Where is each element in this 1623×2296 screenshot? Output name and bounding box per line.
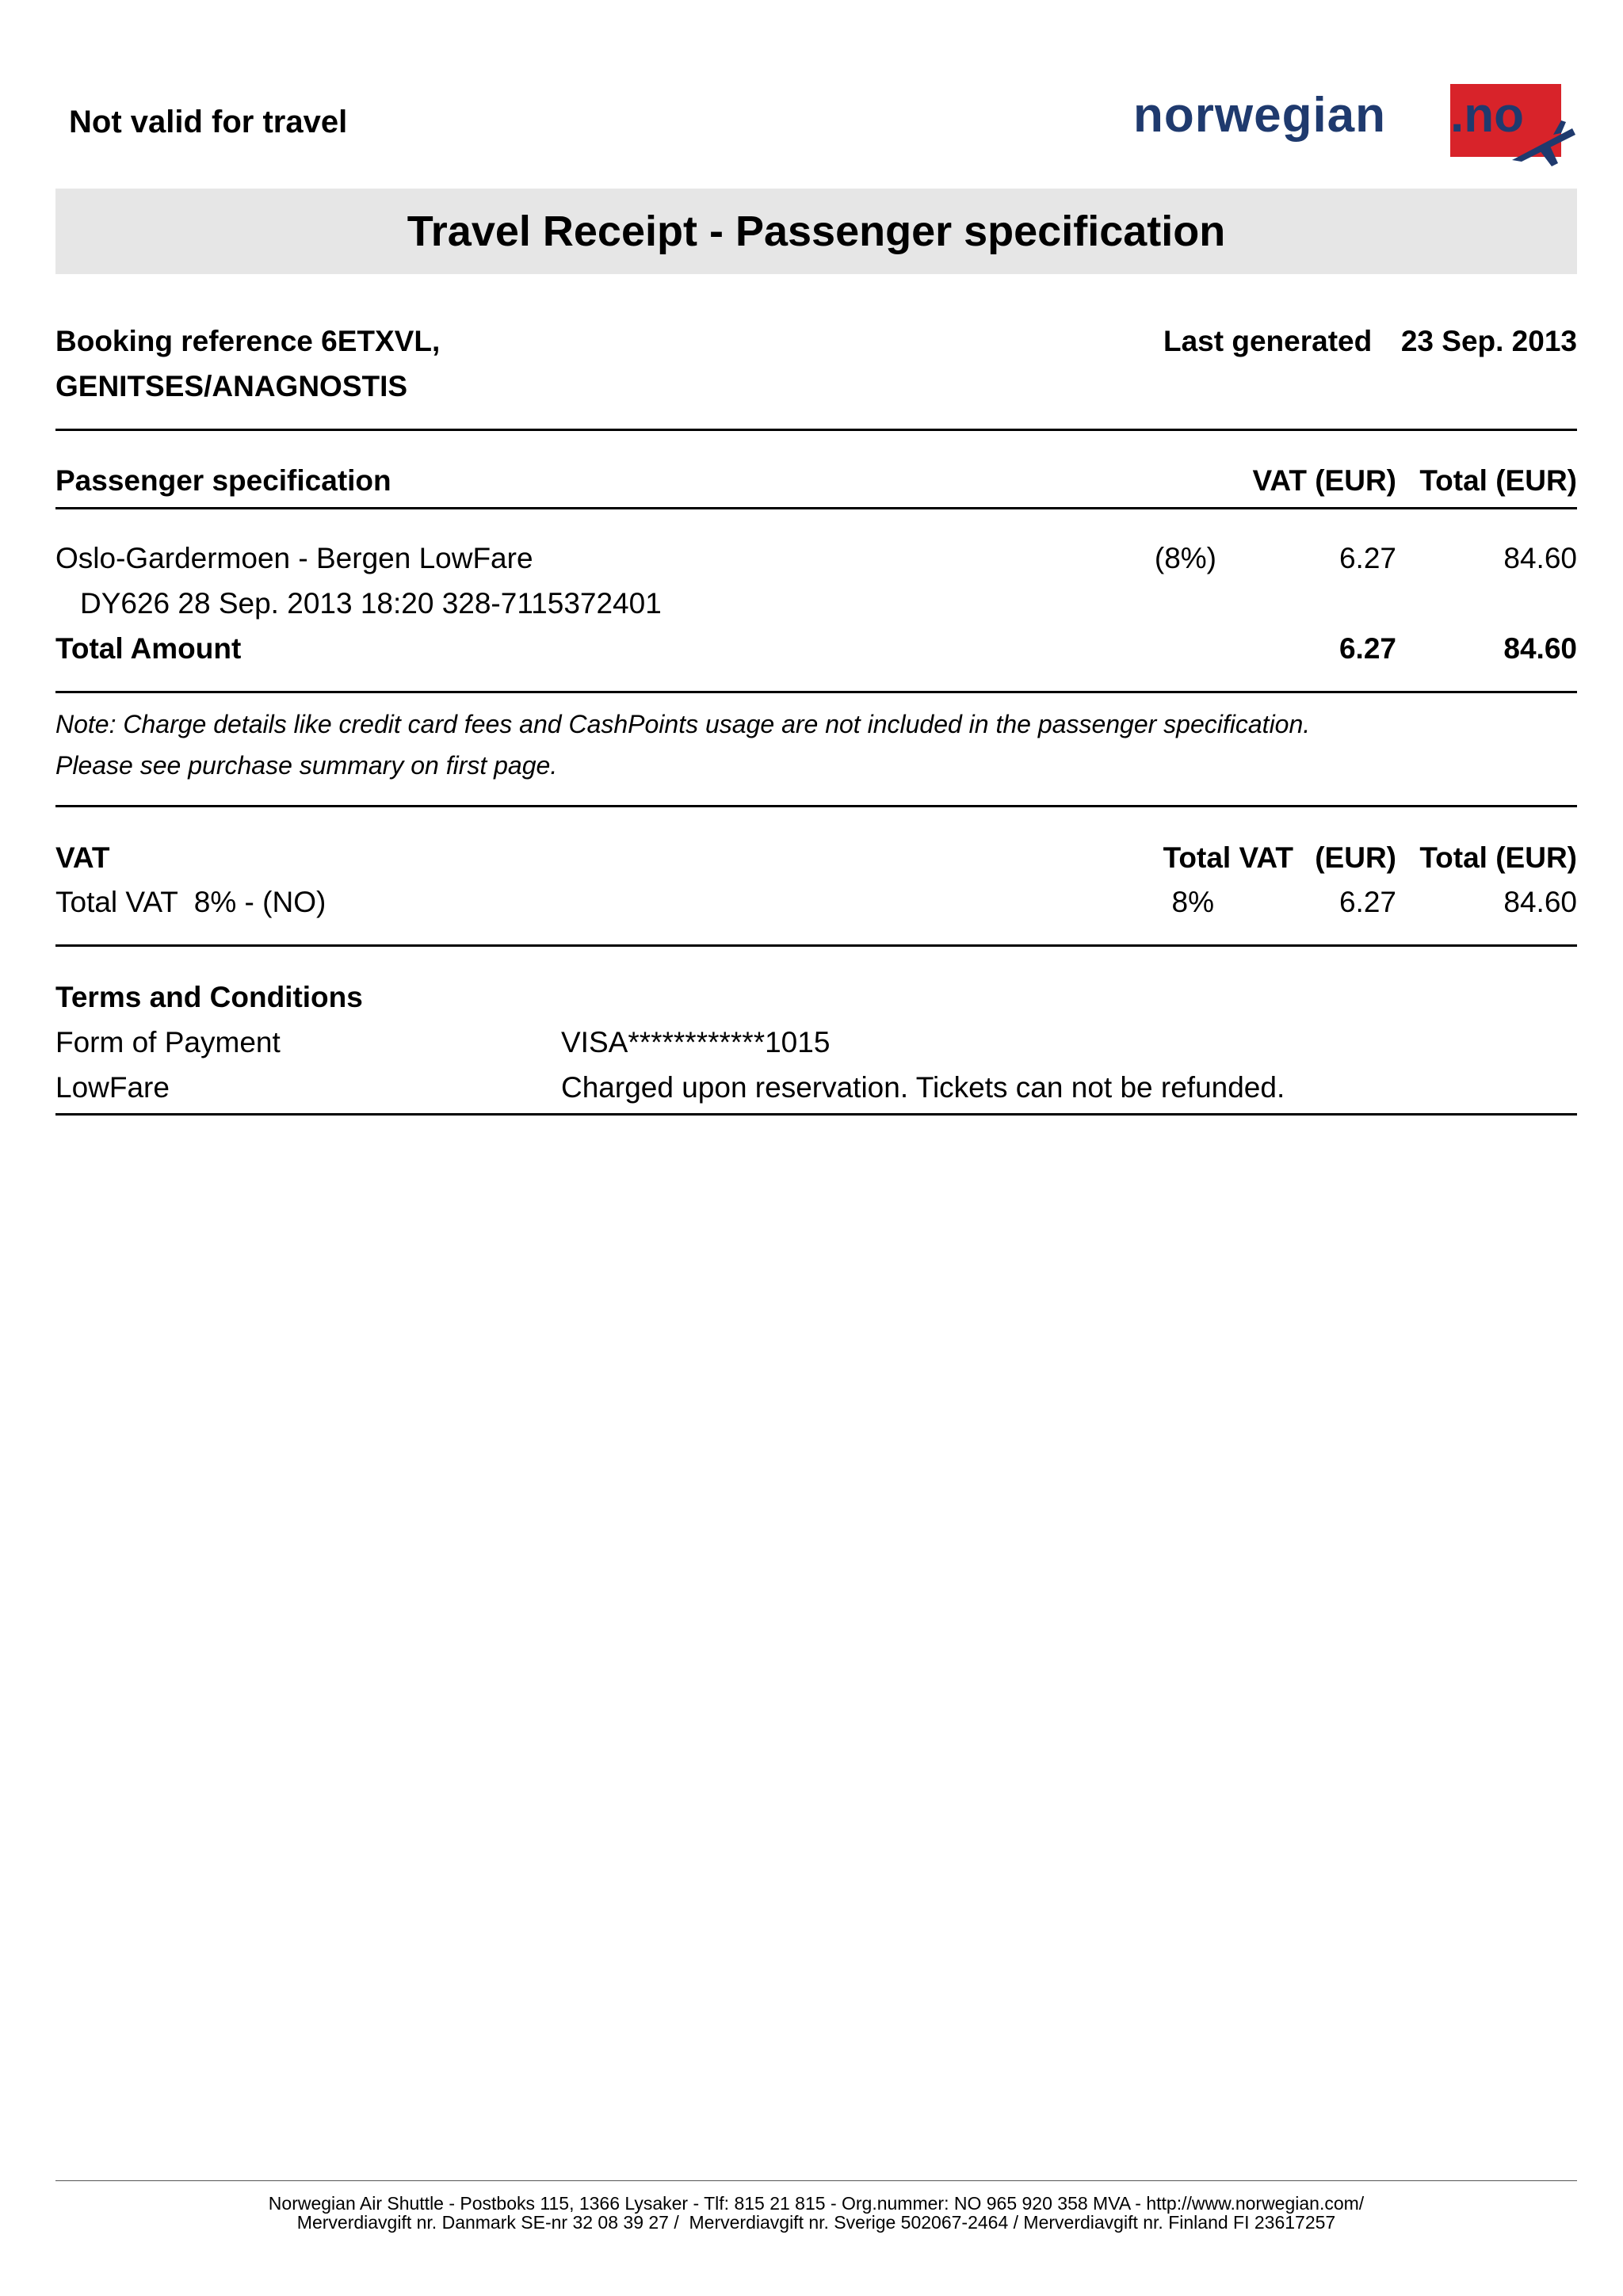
total-amount-label: Total Amount [55, 632, 242, 665]
route-name: Oslo-Gardermoen - Bergen LowFare [55, 542, 533, 574]
form-of-payment-value: VISA************1015 [561, 1026, 831, 1058]
lowfare-label: LowFare [55, 1071, 170, 1104]
note-line-1: Note: Charge details like credit card fees and CashPoints usage are not included in the passenger specification. [55, 710, 1311, 738]
divider [55, 429, 1577, 431]
vat-column-header: VAT (EUR) [1252, 464, 1396, 497]
norwegian-logo [1133, 78, 1579, 174]
divider [55, 507, 1577, 509]
footer-divider [55, 2180, 1577, 2181]
lowfare-conditions: Charged upon reservation. Tickets can not be refunded. [561, 1071, 1285, 1104]
flight-details: DY626 28 Sep. 2013 18:20 328-7115372401 [80, 587, 662, 620]
divider [55, 691, 1577, 693]
vat-rate: (8%) [1154, 542, 1216, 574]
title-bar [55, 189, 1577, 274]
passenger-name: GENITSES/ANAGNOSTIS [55, 370, 408, 402]
note-line-2: Please see purchase summary on first page. [55, 751, 558, 780]
last-generated-label: Last generated [1163, 325, 1373, 357]
last-generated-date: 23 Sep. 2013 [1400, 325, 1577, 357]
vat-total-column-header: Total (EUR) [1419, 841, 1577, 874]
passenger-spec-heading: Passenger specification [55, 464, 391, 497]
line-vat: 6.27 [1338, 542, 1396, 574]
logo-wordmark: norwegian [1133, 88, 1387, 143]
terms-heading: Terms and Conditions [55, 981, 363, 1013]
eur-column-header: (EUR) [1315, 841, 1396, 874]
divider [55, 805, 1577, 807]
footer-line-1: Norwegian Air Shuttle - Postboks 115, 1366 Lysaker - Tlf: 815 21 815 - Org.nummer: NO 965 920 358 MVA - http://www.norwegian.com/ [268, 2193, 1365, 2214]
vat-row-rate: 8% [1171, 886, 1214, 918]
page-title: Travel Receipt - Passenger specification [407, 208, 1226, 255]
divider [55, 1113, 1577, 1116]
total-vat-value: 6.27 [1338, 632, 1396, 665]
booking-reference: Booking reference 6ETXVL, [55, 325, 441, 357]
vat-row-vat: 6.27 [1338, 886, 1396, 918]
total-vat-column-header: Total VAT [1163, 841, 1293, 874]
vat-heading: VAT [55, 841, 110, 874]
form-of-payment-label: Form of Payment [55, 1026, 281, 1058]
vat-row-label: Total VAT 8% - (NO) [55, 886, 327, 918]
total-amount-value: 84.60 [1503, 632, 1577, 665]
line-total: 84.60 [1503, 542, 1577, 574]
footer-line-2: Merverdiavgift nr. Danmark SE-nr 32 08 39 27 / Merverdiavgift nr. Sverige 502067-2464 / Merverdiavgift nr. Finland FI 23617257 [296, 2212, 1336, 2233]
total-column-header: Total (EUR) [1419, 464, 1577, 497]
not-valid-label: Not valid for travel [69, 105, 348, 139]
logo-tld: .no [1450, 88, 1524, 143]
vat-row-total: 84.60 [1503, 886, 1577, 918]
divider [55, 944, 1577, 947]
